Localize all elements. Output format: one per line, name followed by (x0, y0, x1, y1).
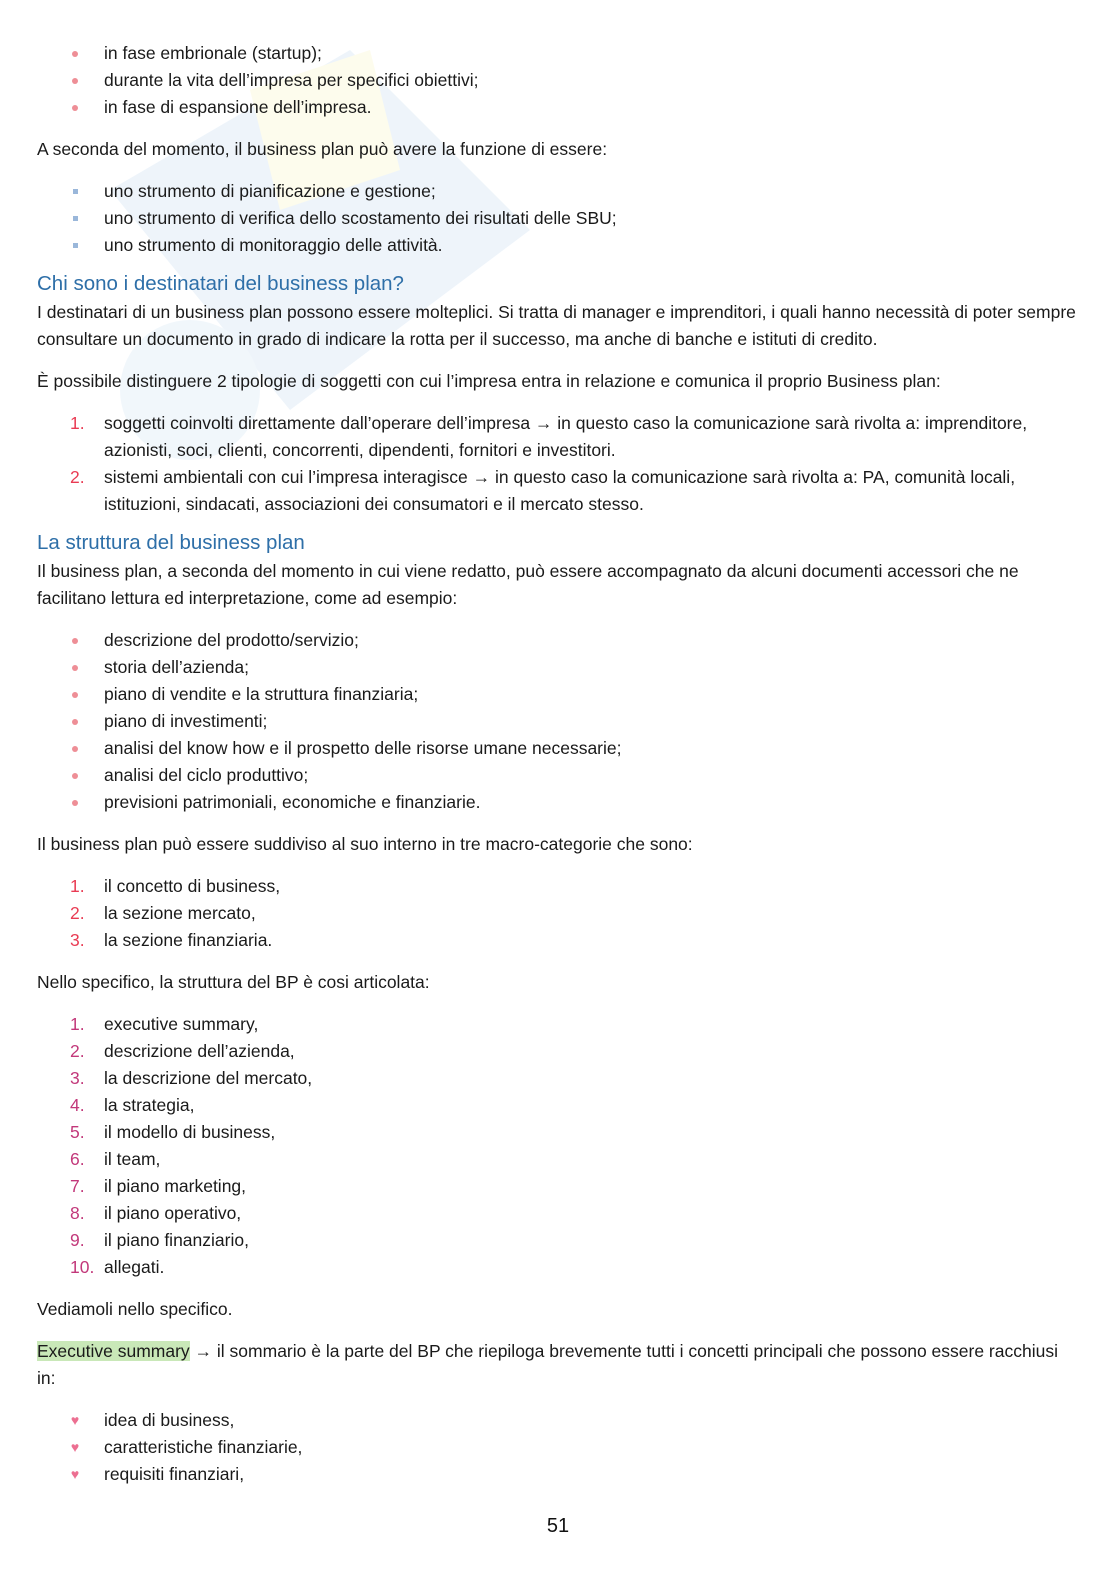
list-item: 5. il modello di business, (37, 1119, 1077, 1146)
list-item: in fase di espansione dell’impresa. (37, 94, 1077, 121)
list-item: 1. executive summary, (37, 1011, 1077, 1038)
list-item: storia dell’azienda; (37, 654, 1077, 681)
bullet-dot-icon (69, 762, 81, 789)
function-list (37, 178, 1077, 259)
bullet-dot-icon (69, 789, 81, 816)
list-item: ♥ requisiti finanziari, (37, 1461, 1077, 1488)
list-item: previsioni patrimoniali, economiche e finanziarie. (37, 789, 1077, 816)
intro-list (37, 40, 1077, 121)
list-number: 1. (70, 876, 85, 896)
list-number: 7. (70, 1176, 85, 1196)
list-item: 2. descrizione dell’azienda, (37, 1038, 1077, 1065)
paragraph: Il business plan può essere suddiviso al suo interno in tre macro-categorie che sono: (37, 834, 693, 854)
bullet-dot-icon (69, 708, 81, 735)
paragraph: A seconda del momento, il business plan può avere la funzione di essere: (37, 139, 608, 159)
list-number: 2. (70, 467, 85, 487)
list-item: analisi del ciclo produttivo; (37, 762, 1077, 789)
bullet-dot-icon (69, 735, 81, 762)
list-item: uno strumento di pianificazione e gestione; (37, 178, 1077, 205)
list-item: descrizione del prodotto/servizio; (37, 627, 1077, 654)
list-item: piano di vendite e la struttura finanziaria; (37, 681, 1077, 708)
list-item: 9. il piano finanziario, (37, 1227, 1077, 1254)
paragraph-executive-summary: Executive summary → il sommario è la parte del BP che riepiloga brevemente tutti i concetti principali che possono essere racchiusi in: (37, 1341, 1058, 1388)
list-number: 8. (70, 1203, 85, 1223)
page-number: 51 (546, 1515, 570, 1537)
list-number: 2. (70, 1041, 85, 1061)
macro-categories-list (37, 873, 1077, 954)
list-item: 8. il piano operativo, (37, 1200, 1077, 1227)
list-item: uno strumento di verifica dello scostamento dei risultati delle SBU; (37, 205, 1077, 232)
paragraph: I destinatari di un business plan possono essere molteplici. Si tratta di manager e imprenditori, i quali hanno necessità di poter sempre consultare un documento in grado di indicare la rotta per il successo, ma anche di banche e istituti di credito. (37, 302, 1076, 349)
bullet-dot-icon (69, 40, 81, 67)
list-item: in fase embrionale (startup); (37, 40, 1077, 67)
list-item: 2. sistemi ambientali con cui l’impresa interagisce → in questo caso la comunicazione sarà rivolta a: PA, comunità locali, istituzioni, sindacati, associazioni dei consumatori e il mercato stesso. (37, 464, 1077, 518)
paragraph: Nello specifico, la struttura del BP è cosi articolata: (37, 972, 430, 992)
accessory-docs-list (37, 627, 1077, 816)
list-item: 6. il team, (37, 1146, 1077, 1173)
list-number: 10. (70, 1257, 95, 1277)
list-number: 9. (70, 1230, 85, 1250)
bullet-dot-icon (69, 627, 81, 654)
bullet-square-icon (69, 205, 81, 232)
highlighted-term: Executive summary (37, 1341, 190, 1361)
paragraph: Vediamoli nello specifico. (37, 1299, 233, 1319)
list-item: 1. soggetti coinvolti direttamente dall’operare dell’impresa → in questo caso la comunicazione sarà rivolta a: imprenditore, azionisti, soci, clienti, concorrenti, dipendenti, fornitori e investitori. (37, 410, 1077, 464)
list-number: 1. (70, 413, 85, 433)
list-item: 3. la sezione finanziaria. (37, 927, 1077, 954)
heart-icon: ♥ (70, 1412, 80, 1428)
recipients-list (37, 410, 1077, 518)
bullet-square-icon (69, 178, 81, 205)
page-content (37, 40, 1077, 1488)
exec-summary-list (37, 1407, 1077, 1488)
list-item: ♥ caratteristiche finanziarie, (37, 1434, 1077, 1461)
list-item: 3. la descrizione del mercato, (37, 1065, 1077, 1092)
paragraph: Il business plan, a seconda del momento in cui viene redatto, può essere accompagnato da alcuni documenti accessori che ne facilitano lettura ed interpretazione, come ad esempio: (37, 561, 1019, 608)
bullet-dot-icon (69, 654, 81, 681)
bullet-dot-icon (69, 94, 81, 121)
list-item: piano di investimenti; (37, 708, 1077, 735)
list-item: 7. il piano marketing, (37, 1173, 1077, 1200)
list-number: 5. (70, 1122, 85, 1142)
list-number: 2. (70, 903, 85, 923)
list-item: 1. il concetto di business, (37, 873, 1077, 900)
paragraph: È possibile distinguere 2 tipologie di soggetti con cui l’impresa entra in relazione e comunica il proprio Business plan: (37, 371, 941, 391)
bp-structure-list (37, 1011, 1077, 1281)
list-number: 4. (70, 1095, 85, 1115)
list-item: uno strumento di monitoraggio delle attività. (37, 232, 1077, 259)
list-number: 1. (70, 1014, 85, 1034)
list-number: 3. (70, 930, 85, 950)
section-heading: La struttura del business plan (37, 531, 305, 554)
list-item: durante la vita dell’impresa per specifici obiettivi; (37, 67, 1077, 94)
section-heading: Chi sono i destinatari del business plan? (37, 272, 404, 295)
list-item: 4. la strategia, (37, 1092, 1077, 1119)
list-item: 10. allegati. (37, 1254, 1077, 1281)
list-number: 6. (70, 1149, 85, 1169)
list-item: analisi del know how e il prospetto delle risorse umane necessarie; (37, 735, 1077, 762)
list-number: 3. (70, 1068, 85, 1088)
bullet-dot-icon (69, 681, 81, 708)
heart-icon: ♥ (70, 1439, 80, 1455)
bullet-dot-icon (69, 67, 81, 94)
list-item: 2. la sezione mercato, (37, 900, 1077, 927)
bullet-square-icon (69, 232, 81, 259)
heart-icon: ♥ (70, 1466, 80, 1482)
list-item: ♥ idea di business, (37, 1407, 1077, 1434)
